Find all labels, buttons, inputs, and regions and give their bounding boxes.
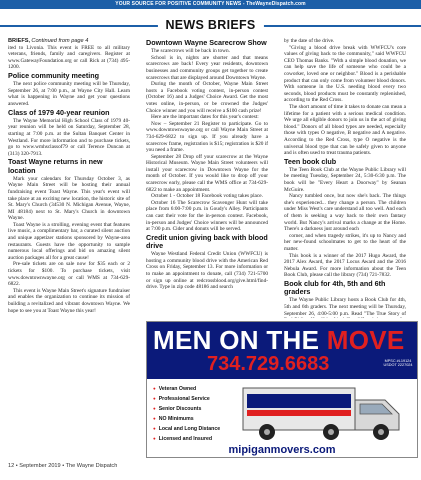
ad-company-name: MEN ON THE MOVE: [153, 325, 405, 355]
ad-feature: ● Veteran Owned: [153, 384, 220, 394]
ad-feature: ● Professional Service: [153, 394, 220, 404]
column-3: [284, 38, 406, 318]
paragraph: The Wayne Public Library hosts a Book Club for 4th, 5th and 6th graders. The next meeting will be Thursday, September 26, 4:00-5:00 p.m. Read "The True Story of: [284, 297, 406, 317]
moving-truck-icon: [239, 382, 415, 444]
paragraph: ited to Livonia. This event is FREE to all military veterans, friends, family and caregivers. Register at www.GatewayFoundation.org or call Rick at (734) 495-1200.: [8, 44, 130, 71]
headline-scarecrow-show: Downtown Wayne Scarecrow Show: [146, 38, 267, 47]
paragraph: The next police community meeting will be Thursday, September 26, at 7:00 p.m., at Wayne City Hall. Learn what is happening in Wayne and get your questions answered.: [8, 81, 130, 107]
continued-paragraph: [8, 38, 130, 71]
paragraph: The Wayne Memorial High School Class of 1979 40-year reunion will be held on Saturday, September 28, starting at 7:00 p.m. at the Sultan Banquet Center in Westland. For more information and to purchase tickets, go to www.wmhsclassof79 or call Terence Duncan at (313) 320-7913.: [8, 117, 130, 157]
ad-feature-list: [153, 384, 220, 444]
kicker: BRIEFS,: [8, 38, 31, 44]
page-footer: 12 • September 2019 • The Wayne Dispatch: [8, 463, 118, 469]
headline-teen-book-club: Teen book club: [284, 156, 337, 166]
paragraph: Here are the important dates for this year's contest:: [151, 114, 259, 121]
paragraph: The scarecrows will be back in town.: [151, 48, 230, 55]
headline-blood-drive: Credit union giving back with blood drive: [146, 232, 268, 251]
ad-feature: ● NO Minimums: [153, 414, 220, 424]
paragraph: "Giving a blood drive break with WWFCU's core values of giving back to the community," said WWFCU CEO Thomas Banks. "With a simple blood donation, we can help save the life of someone who could be a coworker, loved one or neighbor." Blood is a perishable product that can only come from volunteer blood donors. With someone in the U.S. needing blood every two seconds, blood products must be constantly replenished, according to the Red Cross.: [284, 44, 406, 104]
paragraph: This event is Wayne Main Street's signature fundraiser and enables the organization to continue its mission of building a revitalized and vibrant downtown Wayne. We hope to see you at Toast Wayne this year!: [8, 287, 130, 314]
ad-feature: ● Senior Discounts: [153, 404, 220, 414]
movers-advertisement[interactable]: [146, 321, 418, 458]
column-2: [146, 38, 268, 318]
ad-feature: ● Licensed and Insured: [153, 434, 220, 444]
kicker-continued: Continued from page 4: [31, 38, 89, 44]
headline-book-club-graders: Book club for 4th, 5th and 6th graders: [284, 278, 386, 297]
headline-police-meeting: Police community meeting: [8, 70, 100, 80]
paragraph: This book is a winner of the 2017 Hugo Award, the 2017 Alex Award, the 2017 Locus Award and the 2016 Nebula Award. For more information about the Teen Book Club, please call the library (734) 721-7832.: [284, 252, 406, 279]
paragraph: corner, and when tragedy strikes, it's up to Nancy and her new-found schoolmates to get to the heart of the matter.: [284, 232, 406, 253]
paragraph: During the month of October, Wayne Main Street hosts a Facebook voting contest, in-person contest (October 16) and a Judges' Choice Award. Get the most votes online, in-person, or be crowned the Judges' Choice winner and you will receive a $100 cash prize!: [146, 81, 268, 114]
paragraph: by the date of the drive.: [284, 38, 335, 44]
paragraph: The Teen Book Club at the Wayne Public Library will be meeting Tuesday, September 24, 5:30-6:30 p.m. The book will be "Every Heart a Doorway" by Seanan McGuire.: [284, 166, 406, 193]
headline-toast-wayne: Toast Wayne returns in new location: [8, 157, 103, 175]
paragraph: Now – September 21 Register to participate. Go to www.downtownwayne.org or call Wayne Main Street at 734-629-6822 to sign up. If you already have a scarecrow frame, registration is $15; registration is $20 if you need a frame.: [146, 120, 268, 154]
paragraph: Nancy tumbled once, but now she's back. The things she's experienced... they change a person. The children under Miss West's care understand all too well. And each of them is seeking a way back to their own fantasy world. But Nancy's arrival marks a change at the Home. There's a darkness just around each: [284, 193, 406, 233]
paragraph: October 1 - October 18 Facebook voting takes place.: [151, 193, 263, 200]
ad-license-text: MPSC #L19124 USDOT 2227024: [383, 359, 413, 368]
headline-class-reunion: Class of 1979 40-year reunion: [8, 107, 110, 117]
paragraph: School is in, nights are shorter and that means scarecrows are back! Every year residents, downtown businesses and community groups get together to create scarecrows that are displayed around Downtown Wayne.: [146, 54, 268, 81]
paragraph: Pre-sale tickets are on sale now for $35 each or 2 tickets for $100. To purchase tickets, visit www.downtownwayne.org or call WMS at 734-629-6822.: [8, 261, 130, 288]
section-title: NEWS BRIEFS: [157, 17, 263, 33]
ad-feature: ● Local and Long Distance: [153, 424, 220, 434]
paragraph: The short amount of time it takes to donate can mean a lifetime for a patient with a serious medical condition. We urge all eligible donors to join us in the act of giving blood." Donors of all blood types are needed, especially those with types O negative, B negative and A negative. According to the Red Cross, type O negative is the universal blood type that can be safely given to anyone and is often used to treat trauma patients.: [284, 103, 406, 157]
site-tagline-bar: YOUR SOURCE FOR POSITIVE COMMUNITY NEWS - TheWayneDispatch.com: [0, 0, 421, 9]
column-1: [8, 38, 130, 458]
ad-header: [147, 322, 418, 379]
paragraph: Wayne Westland Federal Credit Union (WWFCU) is hosting a community blood drive with the American Red Cross on Friday, September 13. For more information or to make an appointment to donate, call (734) 721-5700 or sign up online at redcrossblood.org/give.html/find-drive. Type in zip code 48186 and search: [146, 251, 268, 291]
paragraph: October 16 The Scarecrow Scavenger Hunt will take place from 6:00-7:00 p.m. in Goudy's Alley. Participants can cast their vote for the in-person contest. Facebook, in-person and Judges' Choice winners will be announced at 7:00 p.m. Cider and donuts will be served.: [146, 199, 268, 233]
section-banner: [0, 17, 421, 33]
paragraph: Mark your calendars for Thursday October 3, as Wayne Main Street will be hosting their annual fundraising event Toast Wayne. This year's event will take place at an exciting new location, the historic site of St. Mary's Church (34530 N. Michigan Avenue, Wayne, MI 48184) next to St. Mary's Church in downtown Wayne.: [8, 175, 130, 222]
ad-website-link[interactable]: mipiganmovers.com: [228, 444, 336, 456]
paragraph: Toast Wayne is a strolling, evening event that features live music, a complimentary bar, a curated silent auction and unique appetizer stations sponsored by Wayne-area restaurants. Guests have the opportunity to sample numerous local offerings and bid on amazing silent auction packages all for a great cause!: [8, 221, 130, 261]
ad-phone[interactable]: 734.729.6683: [207, 353, 330, 375]
paragraph: September 28 Drop off your scarecrow at the Wayne Historical Museum. Wayne Main Street volunteers will install your scarecrow in Downtown Wayne for the month of October. If you would like to drop off your scarecrow early, please call the WMS office at 734-629-6822 to make an appointment.: [146, 153, 268, 193]
